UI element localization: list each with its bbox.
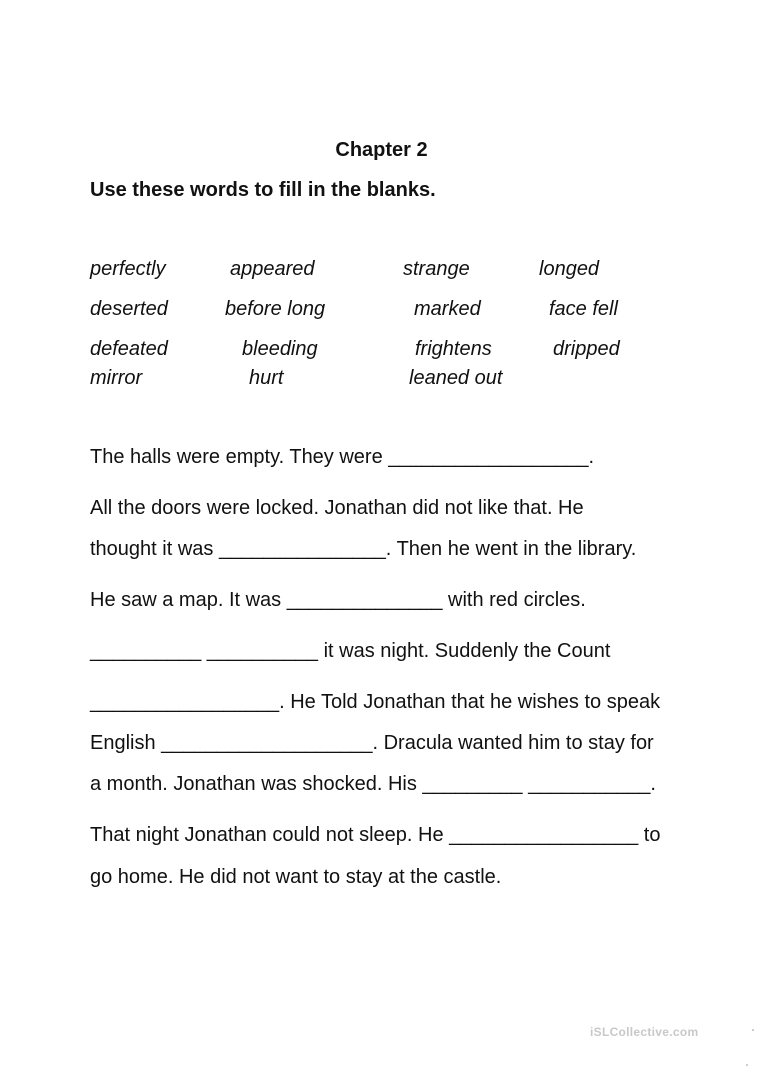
site-watermark: iSLCollective.com bbox=[590, 1025, 699, 1039]
word-bank-item: perfectly bbox=[90, 258, 166, 280]
chapter-title: Chapter 2 bbox=[335, 139, 428, 161]
decorative-dot bbox=[752, 1029, 754, 1031]
word-bank-item: bleeding bbox=[242, 338, 318, 360]
exercise-line: The halls were empty. They were __________________. bbox=[90, 446, 595, 468]
exercise-line: _________________. He Told Jonathan that he wishes to speak bbox=[90, 691, 661, 713]
word-bank-item: mirror bbox=[90, 367, 143, 389]
exercise-line: All the doors were locked. Jonathan did not like that. He bbox=[90, 497, 584, 519]
exercise-line: He saw a map. It was ______________ with red circles. bbox=[90, 589, 586, 611]
exercise-line: __________ __________ it was night. Suddenly the Count bbox=[90, 640, 611, 662]
word-bank-item: hurt bbox=[249, 367, 284, 389]
instruction-text: Use these words to fill in the blanks. bbox=[90, 179, 436, 201]
word-bank-item: marked bbox=[414, 298, 481, 320]
word-bank-item: longed bbox=[539, 258, 600, 280]
decorative-dot bbox=[746, 1064, 748, 1066]
word-bank-item: defeated bbox=[90, 338, 168, 360]
word-bank-item: face fell bbox=[549, 298, 618, 320]
word-bank-item: strange bbox=[403, 258, 470, 280]
word-bank-item: appeared bbox=[230, 258, 315, 280]
exercise-line: thought it was _______________. Then he went in the library. bbox=[90, 538, 637, 560]
word-bank-item: frightens bbox=[415, 338, 492, 360]
word-bank-item: leaned out bbox=[409, 367, 503, 389]
word-bank-item: dripped bbox=[553, 338, 620, 360]
exercise-line: That night Jonathan could not sleep. He _________________ to bbox=[90, 824, 661, 846]
word-bank-item: before long bbox=[225, 298, 326, 320]
exercise-line: English ___________________. Dracula wanted him to stay for bbox=[90, 732, 654, 754]
exercise-line: a month. Jonathan was shocked. His _________ ___________. bbox=[90, 773, 656, 795]
word-bank-item: deserted bbox=[90, 298, 168, 320]
exercise-line: go home. He did not want to stay at the castle. bbox=[90, 866, 502, 888]
